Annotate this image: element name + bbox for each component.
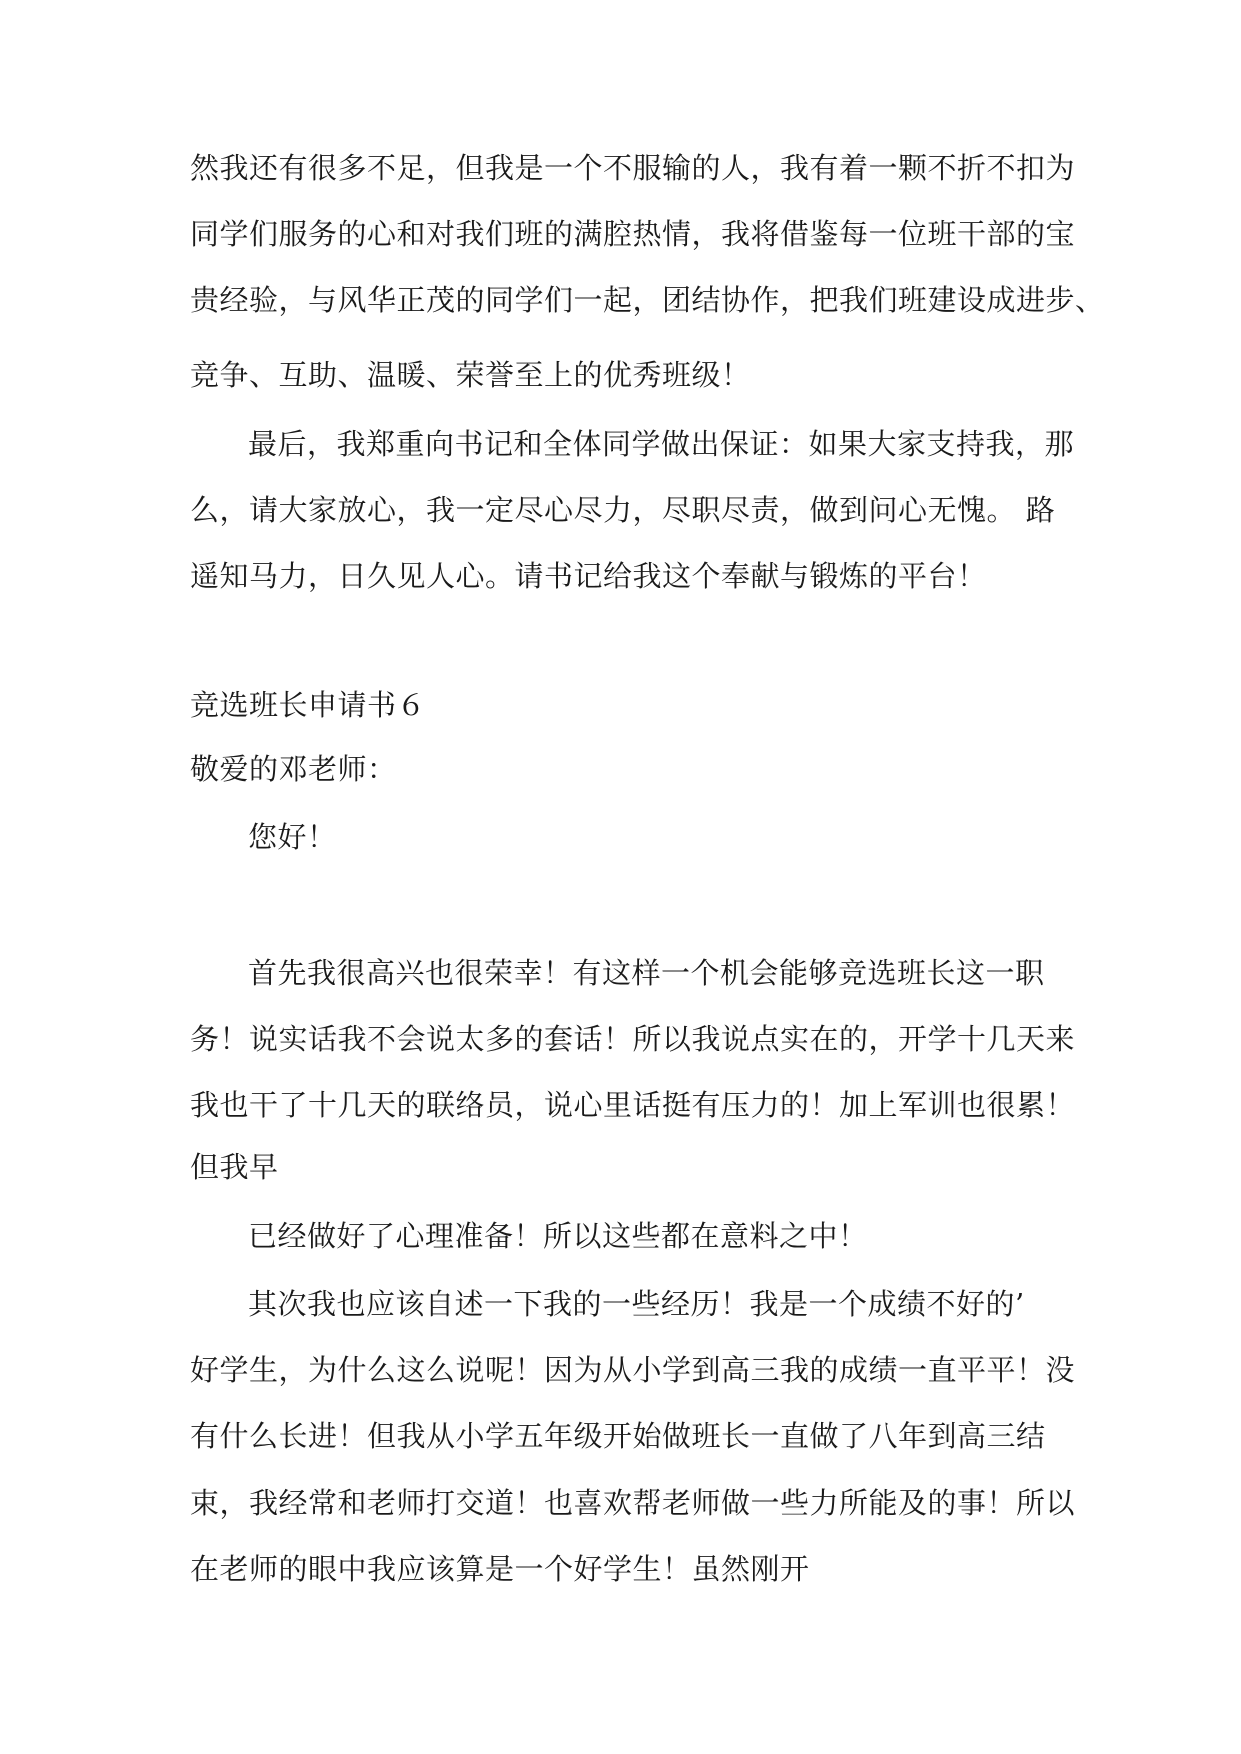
text-line: 务！说实话我不会说太多的套话！所以我说点实在的，开学十几天来 — [190, 1022, 1076, 1056]
text-line: 其次我也应该自述一下我的一些经历！我是一个成绩不好的’ — [248, 1287, 1025, 1321]
text-line: 同学们服务的心和对我们班的满腔热情，我将借鉴每一位班干部的宝 — [190, 217, 1076, 251]
text-line: 然我还有很多不足，但我是一个不服输的人，我有着一颗不折不扣为 — [190, 151, 1076, 185]
section-heading: 竞选班长申请书６ — [190, 688, 427, 722]
text-line: 最后，我郑重向书记和全体同学做出保证：如果大家支持我，那 — [248, 427, 1075, 461]
text-line: 首先我很高兴也很荣幸！有这样一个机会能够竞选班长这一职 — [248, 956, 1045, 990]
text-line: 遥知马力，日久见人心。请书记给我这个奉献与锻炼的平台！ — [190, 559, 987, 593]
text-line: 么，请大家放心，我一定尽心尽力，尽职尽责，做到问心无愧。 路 — [190, 493, 1056, 527]
text-line: 好学生，为什么这么说呢！因为从小学到高三我的成绩一直平平！没 — [190, 1353, 1076, 1387]
greeting: 您好！ — [248, 820, 337, 854]
salutation: 敬爱的邓老师： — [190, 752, 397, 786]
text-line: 束，我经常和老师打交道！也喜欢帮老师做一些力所能及的事！所以 — [190, 1486, 1076, 1520]
text-line: 已经做好了心理准备！所以这些都在意料之中！ — [248, 1219, 868, 1253]
text-line: 贵经验，与风华正茂的同学们一起，团结协作，把我们班建设成进步、 — [190, 283, 1105, 317]
text-line: 但我早 — [190, 1150, 279, 1184]
text-line: 竞争、互助、温暖、荣誉至上的优秀班级！ — [190, 358, 751, 392]
text-line: 有什么长进！但我从小学五年级开始做班长一直做了八年到高三结 — [190, 1419, 1046, 1453]
text-line: 在老师的眼中我应该算是一个好学生！虽然刚开 — [190, 1552, 810, 1586]
text-line: 我也干了十几天的联络员，说心里话挺有压力的！加上军训也很累！ — [190, 1088, 1076, 1122]
